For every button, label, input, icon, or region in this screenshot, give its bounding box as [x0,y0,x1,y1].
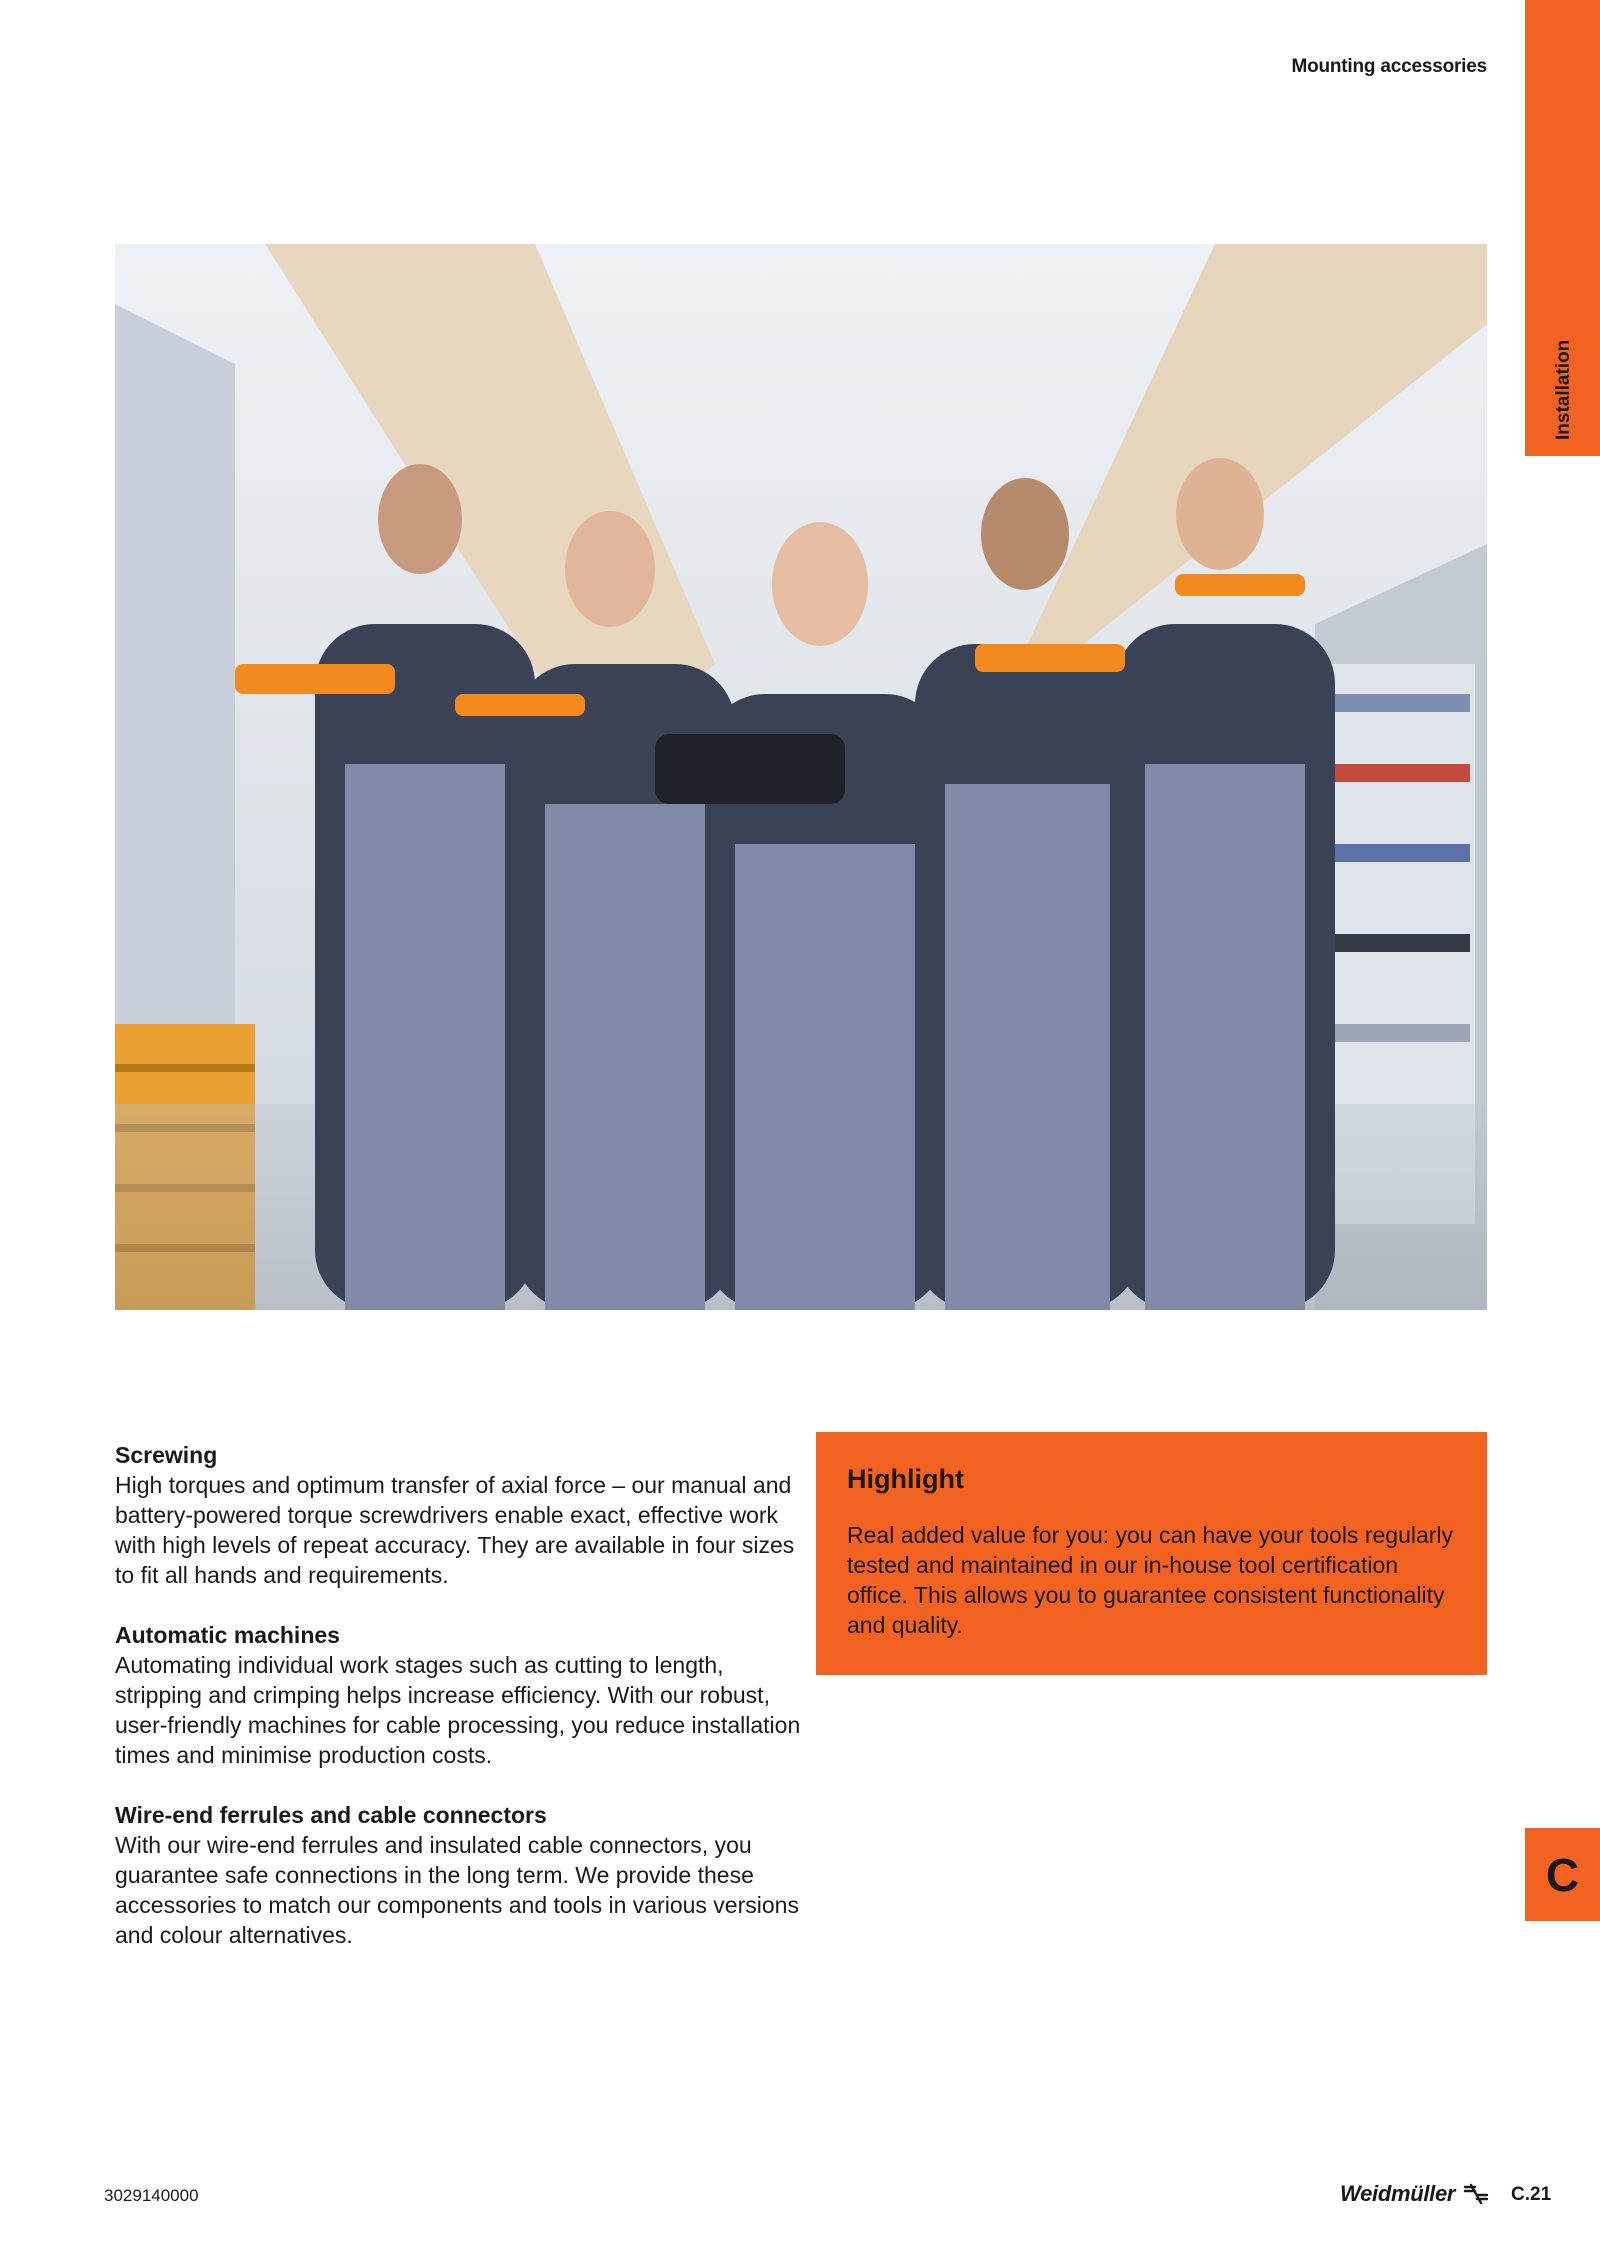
highlight-body: Real added value for you: you can have your tools regularly tested and maintained in our in-house tool certification office. This allows you to guarantee consistent functionality and quality. [847,1522,1454,1638]
section-body: Automating individual work stages such as cutting to length, stripping and crimping helps increase efficiency. With our robust, user-friendly machines for cable processing, you reduce installation times and minimise production costs. [115,1652,801,1768]
section-heading: Screwing [115,1442,218,1468]
footer-brand [1340,2181,1489,2207]
body-text-column [115,1440,805,1980]
section-wire-end-ferrules [115,1800,805,1950]
chapter-letter: C [1545,1848,1580,1901]
team-photo [115,244,1487,1310]
section-heading: Wire-end ferrules and cable connectors [115,1802,547,1828]
section-automatic-machines [115,1620,805,1770]
chapter-letter-tab[interactable] [1525,1828,1600,1921]
highlight-box [816,1432,1487,1675]
footer-document-code: 3029140000 [104,2186,199,2205]
team-photo-icon [115,244,1487,1310]
weidmuller-logo-icon [1463,2183,1489,2205]
page-number: C.21 [1511,2184,1552,2205]
brand-name: Weidmüller [1340,2181,1456,2206]
section-heading: Automatic machines [115,1622,340,1648]
highlight-title: Highlight [847,1464,964,1494]
section-screwing [115,1440,805,1590]
section-body: High torques and optimum transfer of axial force – our manual and battery-powered torque screwdrivers enable exact, effective work with high levels of repeat accuracy. They are available in four sizes to fit all hands and requirements. [115,1472,795,1588]
section-body: With our wire-end ferrules and insulated cable connectors, you guarantee safe connections in the long term. We provide these accessories to match our components and tools in various versions and colour alternatives. [115,1832,799,1948]
side-tab-label: Installation [1553,339,1574,440]
page-section-title: Mounting accessories [1291,56,1487,77]
